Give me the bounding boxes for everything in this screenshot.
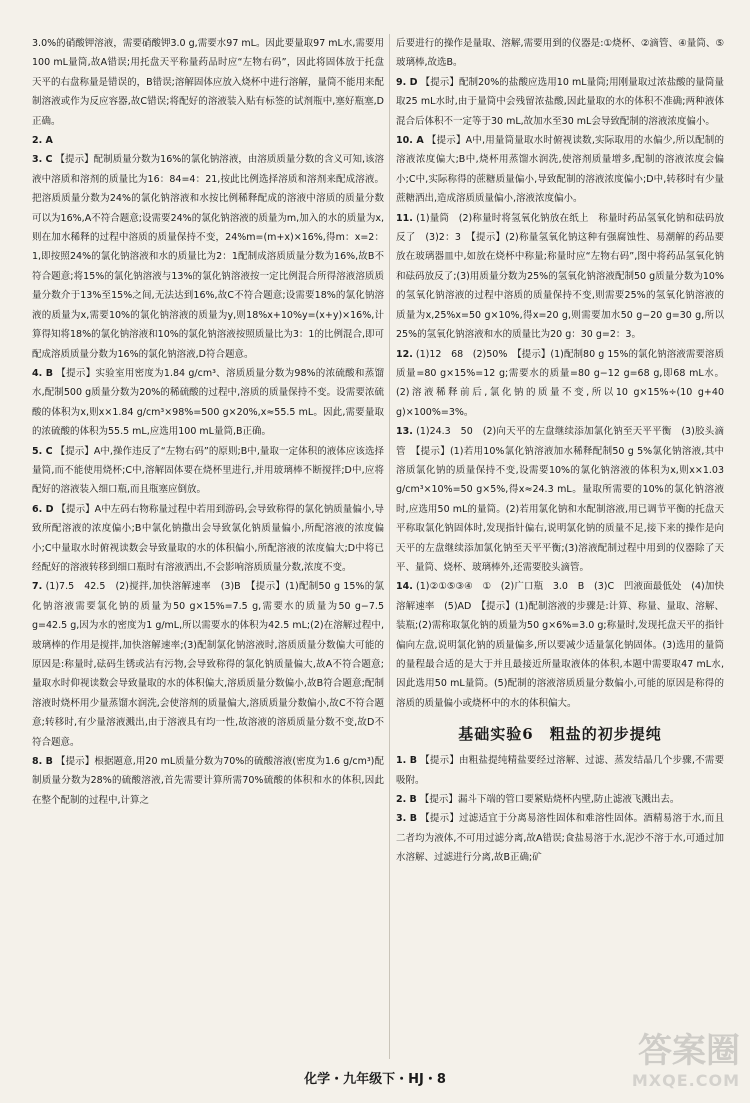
answer-item xyxy=(32,150,384,363)
answer-item xyxy=(396,751,724,790)
answer-item xyxy=(32,34,384,131)
answer-item xyxy=(396,809,724,867)
section-title: 基础实验6 粗盐的初步提纯 xyxy=(458,725,662,744)
answer-number: 9. D xyxy=(396,76,418,88)
answer-text: 【提示】A中,用量筒量取水时俯视读数,实际取用的水偏少,所以配制的溶液浓度偏大;B中,烧杯用蒸馏水润洗,使溶剂质量增多,配制的溶液浓度会偏小;C中,实际称得的蔗糖质量偏小,导致配制的溶液浓度偏小;D中,转移时有少量蔗糖洒出,造成溶质质量偏小,溶液浓度偏小。 xyxy=(396,135,724,205)
answer-number: 8. B xyxy=(32,756,53,768)
right-column xyxy=(396,34,724,868)
watermark-logo xyxy=(600,1031,740,1099)
answer-number: 2. B xyxy=(396,794,417,806)
answer-number: 2. A xyxy=(32,135,53,147)
answer-text: 【提示】实验室用密度为1.84 g/cm³、溶质质量分数为98%的浓硫酸和蒸馏水,配制500 g质量分数为20%的稀硫酸的过程中,溶质的质量保持不变。设需要浓硫酸的体积为x,则x×1.84 g/cm³×98%=500 g×20%,x≈55.5 mL。因此,需要量取的浓硫酸的体积为55.5 mL,应选用100 mL量筒,B正确。 xyxy=(32,367,384,438)
answer-item xyxy=(32,131,384,150)
answer-text: 【提示】A中,操作违反了“左物右码”的原则;B中,量取一定体积的液体应该选择量筒,而不能使用烧杯;C中,溶解固体要在烧杯里进行,并用玻璃棒不断搅拌;D中,应将配好的溶液装入细口瓶,而且瓶塞应倒放。 xyxy=(32,445,385,496)
answer-text: (1)12 68 (2)50% 【提示】(1)配制80 g 15%的氯化钠溶液需要溶质质量=80 g×15%=12 g;需要水的质量=80 g−12 g=68 g,即68 mL水。(2)溶液稀释前后,氯化钠的质量不变,所以10 g×15%÷(10 g+40 g)×100%=3%。 xyxy=(396,348,724,418)
answer-number: 3. C xyxy=(32,154,53,166)
answer-item xyxy=(32,442,384,500)
answer-number: 5. C xyxy=(32,445,53,457)
answer-number: 6. D xyxy=(32,503,54,515)
answer-item xyxy=(396,790,724,809)
answer-text: (1)②①⑤③④ ① (2)广口瓶 3.0 B (3)C 凹液面最低处 (4)加快溶解速率 (5)AD 【提示】(1)配制溶液的步骤是:计算、称量、量取、溶解、装瓶;(2)需称取氯化钠的质量为50 g×6%=3.0 g;称量时,发现托盘天平的指针偏向左盘,说明氯化钠的质量偏多,所以要减少适量氯化钠固体。(3)选用的量筒的量程最合适的是大于并且最接近所量取液体的体积,本题中需要取47 mL水,因此选用50 mL量筒。(5)配制的溶液溶质质量分数偏小,可能的原因是称得的溶质的质量偏小或烧杯中的水的体积偏大。 xyxy=(396,581,724,709)
answer-number: 13. xyxy=(396,426,413,438)
answer-text: 【提示】A中左码右物称量过程中若用到游码,会导致称得的氯化钠质量偏小,导致所配溶液的浓度偏小;B中氯化钠撒出会导致氯化钠质量偏小,所配溶液的浓度偏小;C中量取水时俯视读数会导致量取的水的体积偏小,所配溶液的浓度偏大;D中将已经配好的溶液转移到细口瓶时有溶液洒出,不会影响溶质质量分数,浓度不变。 xyxy=(32,503,384,573)
answer-number: 12. xyxy=(396,348,413,360)
answer-item xyxy=(32,500,384,578)
answer-number: 1. B xyxy=(396,755,417,767)
answer-text: 【提示】由粗盐提纯精盐要经过溶解、过滤、蒸发结晶几个步骤,不需要吸附。 xyxy=(396,755,724,786)
watermark-sub: MXQE.COM xyxy=(631,1071,740,1090)
answer-text: 【提示】配制20%的盐酸应选用10 mL量筒;用刚量取过浓盐酸的量筒量取25 mL水时,由于量筒中会残留浓盐酸,因此量取的水的体积不准确;两种液体混合后体积不一定等于30 mL,故加水至30 mL会导致配制的溶液浓度偏小。 xyxy=(396,76,724,127)
answer-item xyxy=(396,209,724,345)
answer-item xyxy=(32,577,384,752)
answer-text: 【提示】漏斗下端的管口要紧贴烧杯内壁,防止滤液飞溅出去。 xyxy=(419,794,680,806)
answer-text: 【提示】配制质量分数为16%的氯化钠溶液，由溶质质量分数的含义可知,该溶液中溶质和溶剂的质量比为16：84=4：21,按此比例选择溶质和溶剂来配成溶液。把溶质质量分数为24%的氯化钠溶液和水按比例稀释配成的溶液中溶质的质量分数可以为16%,A不符合题意;设需要24%的氯化钠溶液的质量为m,加入的水的质量为x,则在加水稀释的过程中溶质的质量保持不变，24%m=(m+x)×16%,得m：x=2：1,即按照24%的氯化钠溶液和水的质量比为2：1配制成溶质质量分数为16%,故B不符合题意;将15%的氯化钠溶液与13%的氯化钠溶液按一定比例混合所得溶液溶质质量分数介于13%至15%之间,无法达到16%,故C不符合题意;设需要18%的氯化钠溶液的质量为x,需要10%的氯化钠溶液的质量为y,则18%x+10%y=(x+y)×16%,计算得知将18%的氯化钠溶液和10%的氯化钠溶液按照质量比为3：1的比例混合,即可配成溶质质量分数为16%的氯化钠溶液,D符合题意。 xyxy=(32,154,384,360)
answer-text: (1)24.3 50 (2)向天平的左盘继续添加氯化钠至天平平衡 (3)胶头滴管 【提示】(1)若用10%氯化钠溶液加水稀释配制50 g 5%氯化钠溶液,其中溶质氯化钠的质量保持不变,设需要10%的氯化钠溶液的体积为x,则x×1.03 g/cm³×10%=50 g×5%,得x≈24.3 mL。量取所需要的10%的氯化钠溶液时,应选用50 mL的量筒。(2)若用氯化钠和水配制溶液,用已调节平衡的托盘天平称取氯化钠固体时,发现指针偏右,说明氯化钠的质量不足,接下来的操作是向天平的左盘继续添加氯化钠至天平平衡;(3)溶液配制过程中用到的仪器除了天平、量筒、烧杯、玻璃棒外,还需要胶头滴管。 xyxy=(396,426,724,573)
watermark-title: 答案圈 xyxy=(638,1031,740,1071)
answer-text: 后要进行的操作是量取、溶解,需要用到的仪器是:①烧杯、②滴管、④量筒、⑤玻璃棒,故选B。 xyxy=(396,38,724,69)
answer-item xyxy=(396,422,724,577)
answer-text: 3.0%的硝酸钾溶液，需要硝酸钾3.0 g,需要水97 mL。因此要量取97 mL水,需要用100 mL量筒,故A错误;用托盘天平称量药品时应“左物右码”，因此将固体放于托盘天平的右盘称量是错误的，B错误;溶解固体应放入烧杯中进行溶解，量筒不能用来配制溶液或作为反应容器,故C错误;将配好的溶液装入贴有标签的试剂瓶中,塞好瓶塞,D正确。 xyxy=(32,38,384,127)
answer-number: 10. A xyxy=(396,135,424,147)
answer-item xyxy=(32,364,384,442)
answer-item xyxy=(396,577,724,713)
answer-number: 7. xyxy=(32,581,43,593)
column-divider xyxy=(389,34,390,1059)
answer-number: 4. B xyxy=(32,367,54,379)
answer-text: 【提示】过滤适宜于分离易溶性固体和难溶性固体。酒精易溶于水,而且二者均为液体,不可用过滤分离,故A错误;食盐易溶于水,泥沙不溶于水,可通过加水溶解、过滤进行分离,故B正确;矿 xyxy=(396,813,724,864)
left-column xyxy=(32,34,384,810)
answer-text: (1)7.5 42.5 (2)搅拌,加快溶解速率 (3)B 【提示】(1)配制50 g 15%的氯化钠溶液需要氯化钠的质量为50 g×15%=7.5 g,需要水的质量为50 g−7.5 g=42.5 g,因为水的密度为1 g/mL,所以需要水的体积为42.5 mL;(2)在溶解过程中,玻璃棒的作用是搅拌,加快溶解速率;(3)配制氯化钠溶液时,溶质质量分数偏大可能的原因是:称量时,砝码生锈或沾有污物,会导致称得的氯化钠质量偏大,故A不符合题意;量取水时仰视读数会导致量取的水的体积偏大,溶质质量分数偏小,故B符合题意;配制溶液时烧杯用少量蒸馏水润洗,会使溶剂的质量偏大,溶质质量分数偏小,故C不符合题意;转移时,有少量溶液溅出,由于溶液具有均一性,故溶液的溶质质量分数不变,故D不符合题意。 xyxy=(32,581,384,748)
answer-item xyxy=(32,752,384,810)
answer-number: 14. xyxy=(396,581,413,593)
page-footer: 化学・九年级下・HJ・8 xyxy=(304,1072,446,1087)
answer-item xyxy=(396,345,724,423)
answer-text: 【提示】根据题意,用20 mL质量分数为70%的硫酸溶液(密度为1.6 g/cm³)配制质量分数为28%的硫酸溶液,首先需要计算所需70%硫酸的体积和水的体积,因此在整个配制的过程中,计算之 xyxy=(32,756,384,806)
answer-item xyxy=(396,34,724,73)
answer-number: 11. xyxy=(396,212,413,224)
answer-item xyxy=(396,131,724,209)
answer-item xyxy=(396,73,724,131)
answer-text: (1)量筒 (2)称量时将氢氧化钠放在纸上 称量时药品氢氧化钠和砝码放反了 (3)2：3 【提示】(2)称量氢氧化钠这种有强腐蚀性、易潮解的药品要放在玻璃器皿中,如放在烧杯中称量;称量时应“左物右码”,图中将药品氢氧化钠和砝码放反了;(3)用质量分数为25%的氢氧化钠溶液配制50 g质量分数为10%的氢氧化钠溶液的过程中溶质的质量保持不变,则需要25%的氢氧化钠溶液的质量为x,25%x=50 g×10%,得x=20 g,则需要加水50 g−20 g=30 g,所以25%的氢氧化钠溶液和水的质量比为20 g：30 g=2：3。 xyxy=(396,212,724,341)
answer-number: 3. B xyxy=(396,813,417,825)
